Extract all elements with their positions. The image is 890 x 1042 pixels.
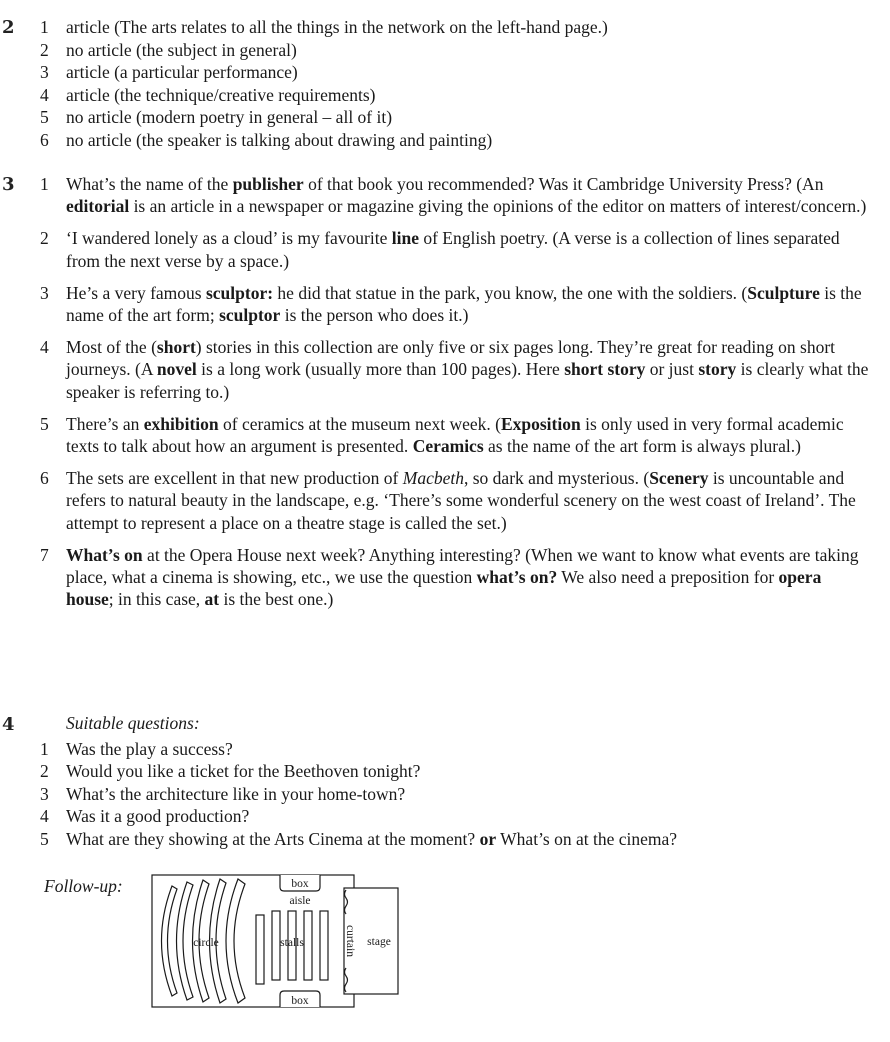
section-3-list: [40, 173, 870, 620]
text-run: is only used in very formal academic texts to talk about how an argument is presented.: [66, 413, 844, 457]
text-run: The sets are excellent in that new production of: [66, 468, 403, 489]
bold-term: editorial: [66, 196, 130, 217]
follow-up-label: Follow-up:: [44, 876, 123, 896]
stalls-row: [304, 911, 312, 980]
item-number: 1: [40, 174, 49, 194]
bold-term: sculptor: [219, 305, 281, 326]
bold-term: or: [479, 828, 497, 849]
text-run: of that book you recommended? Was it Cambridge University Press? (An: [303, 174, 824, 194]
stalls-row: [320, 911, 328, 980]
box-bottom-label: box: [291, 995, 309, 1007]
item-number: 2: [40, 228, 49, 249]
text-run: What’s on at the cinema?: [496, 828, 678, 849]
text-run: is clearly what the speaker is referring to.): [66, 359, 869, 402]
item-text: article (The arts relates to all the things in the network on the left-hand page.): [66, 17, 608, 37]
list-item: [40, 106, 870, 129]
bold-term: line: [391, 228, 419, 249]
item-number: 4: [40, 337, 49, 358]
stalls-row: [256, 915, 264, 984]
stalls-label: stalls: [280, 937, 304, 949]
item-number: 5: [40, 828, 49, 849]
italic-title: Macbeth: [402, 468, 464, 489]
text-run: He’s a very famous: [66, 282, 206, 303]
bold-term: exhibition: [143, 413, 219, 434]
item-text: Would you like a ticket for the Beethoven tonight?: [66, 761, 421, 782]
list-item: [40, 61, 870, 84]
item-number: 3: [40, 62, 49, 82]
text-run: There’s an: [66, 413, 144, 434]
item-text: [66, 283, 862, 325]
text-run: ; in this case,: [108, 589, 205, 610]
item-text: What’s the architecture like in your home-town?: [66, 783, 406, 804]
circle-row: [162, 886, 178, 996]
list-item: [40, 39, 870, 62]
item-number: 4: [40, 84, 49, 105]
bold-term: Ceramics: [412, 436, 484, 457]
list-item: [40, 760, 870, 782]
section-2-number: 2: [2, 17, 15, 38]
item-text: [66, 414, 844, 456]
list-item: [40, 544, 870, 611]
section-4-intro: Suitable questions:: [66, 713, 200, 733]
text-run: is the name of the art form;: [66, 282, 862, 326]
item-text: no article (the speaker is talking about drawing and painting): [66, 129, 493, 150]
item-text: article (the technique/creative requirements): [66, 84, 376, 105]
item-text: [66, 545, 859, 609]
item-number: 1: [40, 17, 49, 37]
item-text: [66, 468, 856, 532]
stalls-row: [272, 911, 280, 980]
box-top-label: box: [291, 878, 309, 890]
item-text: [66, 829, 677, 849]
item-text: no article (the subject in general): [66, 39, 297, 60]
bold-term: Scenery: [649, 468, 709, 489]
item-number: 1: [40, 739, 49, 759]
text-run: We also need a preposition for: [557, 567, 779, 588]
list-item: [40, 16, 870, 39]
bold-term: novel: [156, 359, 197, 380]
list-item: [40, 173, 870, 217]
section-4-list: [40, 738, 870, 850]
list-item: [40, 467, 870, 534]
circle-row: [226, 879, 245, 1003]
list-item: [40, 336, 870, 403]
bold-term: at: [204, 589, 220, 610]
bold-term: what’s on?: [476, 567, 558, 588]
list-item: [40, 738, 870, 760]
text-run: as the name of the art form is always plural.): [483, 436, 801, 457]
list-item: [40, 84, 870, 107]
bold-term: short story: [564, 359, 646, 380]
list-item: [40, 828, 870, 850]
bold-term: publisher: [232, 174, 304, 194]
text-run: is the best one.): [219, 589, 334, 610]
item-number: 3: [40, 783, 49, 804]
item-number: 2: [40, 761, 49, 782]
text-run: of ceramics at the museum next week. (: [218, 413, 501, 434]
text-run: is an article in a newspaper or magazine giving the opinions of the editor on matters of interest/concern.): [129, 196, 867, 217]
bold-term: Exposition: [500, 413, 581, 434]
text-run: What’s the name of the: [66, 174, 233, 194]
item-number: 4: [40, 806, 49, 827]
text-run: at the Opera House next week? Anything interesting? (When we want to know what events are taking place, what a cinema is showing, etc., we use the question: [66, 544, 859, 588]
stage-label: stage: [367, 936, 391, 948]
item-number: 3: [40, 282, 49, 303]
text-run: Most of the (: [66, 337, 157, 358]
item-number: 6: [40, 468, 49, 489]
item-text: [66, 174, 866, 216]
item-number: 5: [40, 413, 49, 434]
item-number: 2: [40, 39, 49, 60]
bold-term: sculptor:: [205, 282, 274, 303]
section-2-list: [40, 16, 870, 151]
text-run: What are they showing at the Arts Cinema at the moment?: [66, 828, 480, 849]
bold-term: Sculpture: [747, 282, 820, 303]
list-item: [40, 227, 870, 271]
text-run: is the person who does it.): [280, 305, 469, 326]
bold-term: story: [698, 359, 737, 380]
list-item: [40, 805, 870, 827]
text-run: ‘I wandered lonely as a cloud’ is my favourite: [66, 228, 392, 249]
text-run: is uncountable and refers to natural beauty in the landscape, e.g. ‘There’s some wonderful scenery on the west coast of Ireland’. The attempt to represent a place on a theatre stage is called the set.): [66, 468, 856, 533]
item-text: article (a particular performance): [66, 62, 298, 82]
section-3-number: 3: [2, 174, 15, 195]
aisle-label: aisle: [289, 895, 311, 907]
bold-term: short: [156, 337, 196, 358]
list-item: [40, 783, 870, 805]
item-number: 5: [40, 107, 49, 127]
text-run: or just: [645, 359, 699, 380]
item-text: Was the play a success?: [66, 739, 233, 759]
item-number: 6: [40, 129, 49, 150]
item-number: 7: [40, 544, 49, 565]
item-text: no article (modern poetry in general – all of it): [66, 107, 393, 127]
bold-term: What’s on: [66, 544, 143, 565]
text-run: of English poetry. (A verse is a collection of lines separated from the next verse by a space.): [66, 228, 840, 271]
item-text: [66, 228, 840, 270]
item-text: Was it a good production?: [66, 806, 250, 827]
circle-row: [177, 882, 194, 1000]
text-run: , so dark and mysterious. (: [464, 468, 650, 489]
circle-label: circle: [193, 937, 219, 949]
auditorium-outline: [152, 875, 354, 1007]
curtain-label: curtain: [344, 925, 356, 957]
section-4-number: 4: [2, 714, 15, 735]
text-run: ) stories in this collection are only five or six pages long. They’re great for reading on short journeys. (A: [66, 337, 836, 380]
bold-term: opera house: [66, 567, 822, 610]
text-run: is a long work (usually more than 100 pages). Here: [196, 359, 565, 380]
item-text: [66, 337, 868, 401]
list-item: [40, 413, 870, 457]
theatre-diagram: [150, 870, 402, 1012]
text-run: he did that statue in the park, you know, the one with the soldiers. (: [273, 282, 748, 303]
list-item: [40, 282, 870, 326]
list-item: [40, 129, 870, 152]
